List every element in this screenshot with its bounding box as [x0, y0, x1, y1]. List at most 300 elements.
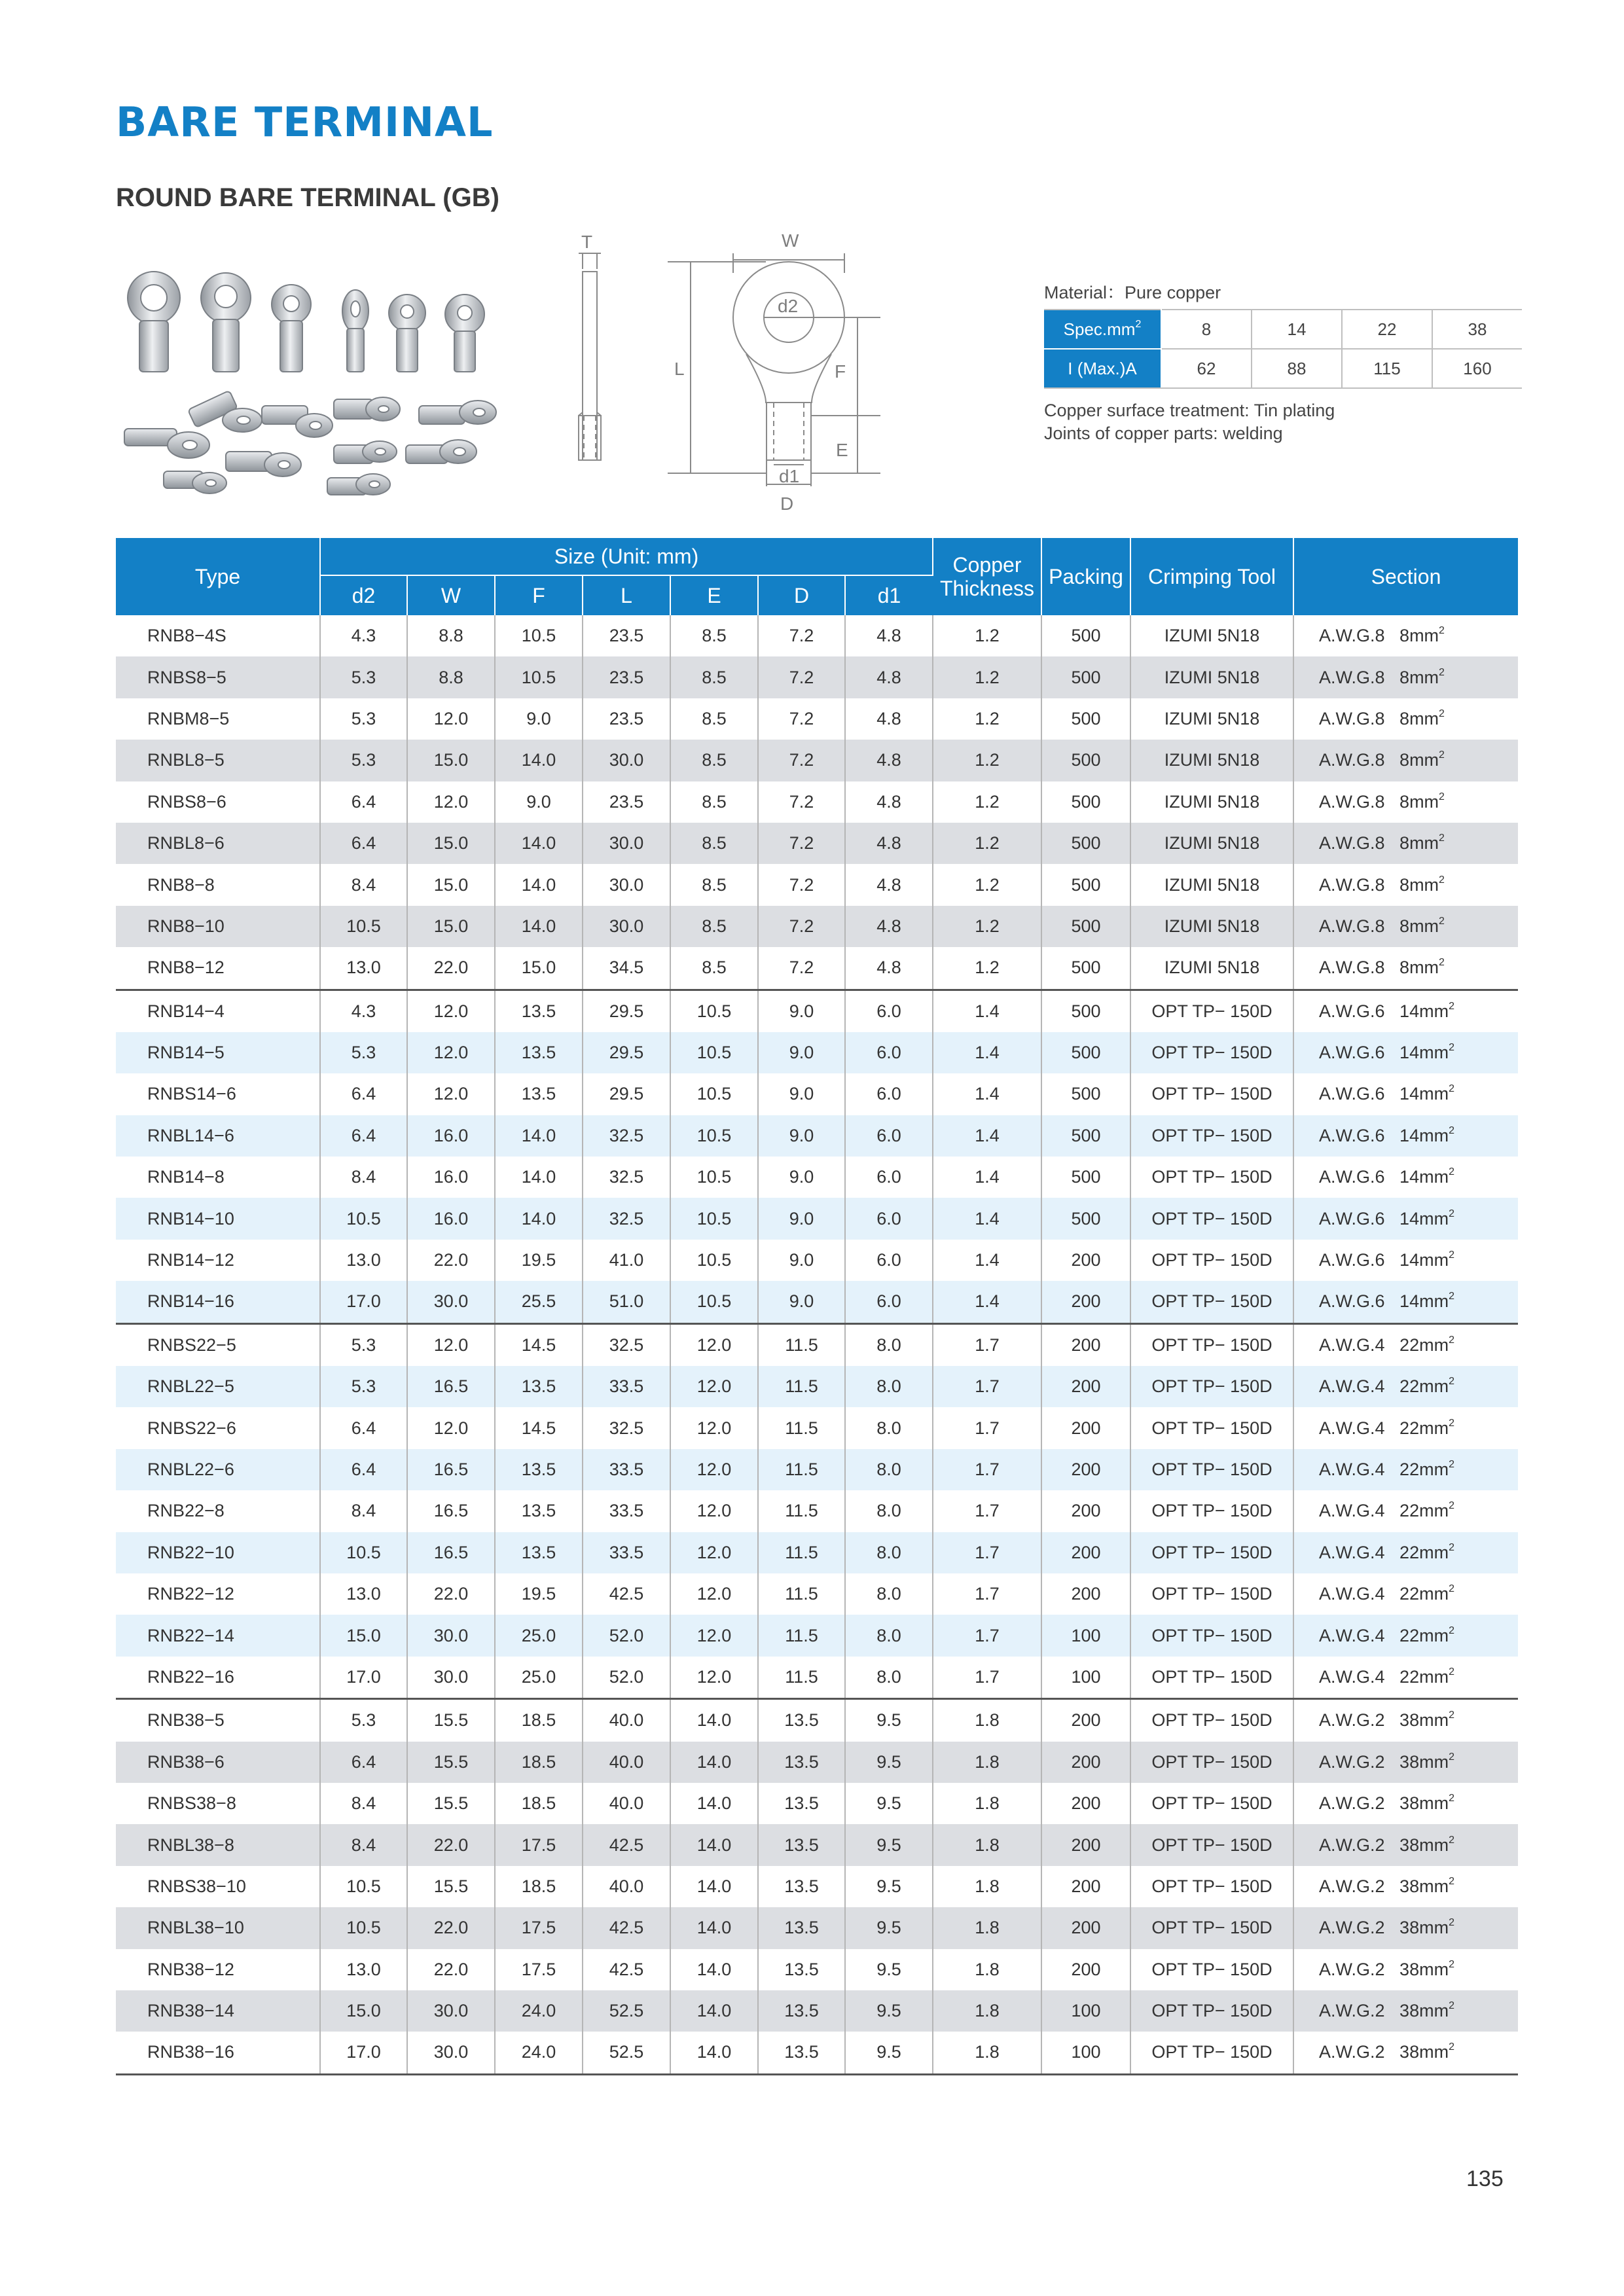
table-cell: 13.5	[758, 1824, 845, 1865]
table-cell: 5.3	[320, 1699, 407, 1742]
table-cell: 9.5	[845, 1949, 933, 1990]
cell-type: RNB38−5	[116, 1699, 320, 1742]
cell-section: A.W.G.8 $8mm^2$	[1293, 823, 1518, 864]
header-crimping-tool: Crimping Tool	[1130, 538, 1293, 615]
table-row	[116, 1866, 1518, 1907]
cell-type: RNB38−12	[116, 1949, 320, 1990]
table-row	[116, 990, 1518, 1032]
table-cell: 23.5	[583, 656, 670, 698]
cell-section: A.W.G.2 $38mm^2$	[1319, 1875, 1454, 1896]
table-cell: 30.0	[583, 906, 670, 947]
table-cell: 25.5	[495, 1281, 583, 1323]
table-cell: 16.5	[407, 1449, 495, 1490]
table-cell: 8.5	[670, 656, 758, 698]
table-cell: 18.5	[495, 1742, 583, 1783]
table-cell: OPT TP− 150D	[1130, 990, 1293, 1032]
table-cell: 42.5	[583, 1907, 670, 1948]
table-cell: 200	[1041, 1323, 1130, 1366]
table-cell: 8.0	[845, 1532, 933, 1573]
table-cell: 6.4	[320, 781, 407, 823]
table-cell: 200	[1041, 1490, 1130, 1532]
cell-type: RNBS38−10	[116, 1866, 320, 1907]
table-cell: 10.5	[495, 656, 583, 698]
table-cell: 9.0	[495, 698, 583, 740]
cell-type: RNB14−8	[116, 1157, 320, 1198]
table-cell: 9.0	[758, 990, 845, 1032]
table-cell: 9.5	[845, 1699, 933, 1742]
table-cell: 12.0	[407, 698, 495, 740]
table-cell: 1.4	[933, 1281, 1041, 1323]
header-size: Size (Unit: mm)	[320, 538, 933, 575]
table-cell: 11.5	[758, 1532, 845, 1573]
cell-type: RNBS8−5	[116, 656, 320, 698]
table-cell: 8.5	[670, 906, 758, 947]
cell-type: RNBM8−5	[116, 698, 320, 740]
table-cell: 15.5	[407, 1783, 495, 1824]
table-row	[116, 2032, 1518, 2074]
table-cell: OPT TP− 150D	[1130, 1157, 1293, 1198]
table-cell: 10.5	[320, 1198, 407, 1239]
table-cell: 200	[1041, 1281, 1130, 1323]
table-cell: 30.0	[583, 864, 670, 905]
table-cell: 14.0	[670, 1824, 758, 1865]
table-cell: 23.5	[583, 698, 670, 740]
table-cell: 8.4	[320, 1157, 407, 1198]
cell-type: RNBS22−5	[116, 1323, 320, 1366]
table-cell: 18.5	[495, 1866, 583, 1907]
table-cell: 500	[1041, 906, 1130, 947]
table-cell: 30.0	[583, 823, 670, 864]
cell-section: A.W.G.6 $14mm^2$	[1293, 990, 1518, 1032]
table-row	[116, 823, 1518, 864]
table-cell: 23.5	[583, 615, 670, 656]
label-e: E	[836, 440, 848, 460]
product-photo	[111, 255, 530, 511]
header-section: Section	[1293, 538, 1518, 615]
cell-section: A.W.G.8 $8mm^2$	[1293, 740, 1518, 781]
table-cell: 11.5	[758, 1490, 845, 1532]
table-cell: 6.0	[845, 1281, 933, 1323]
table-cell: 4.8	[845, 906, 933, 947]
surface-treatment-note: Copper surface treatment: Tin plating	[1044, 401, 1335, 420]
table-cell: OPT TP− 150D	[1130, 1866, 1293, 1907]
table-cell: 500	[1041, 947, 1130, 990]
cell-section: A.W.G.2 $38mm^2$	[1293, 1742, 1518, 1783]
table-row	[116, 947, 1518, 990]
table-cell: 24.0	[495, 2032, 583, 2074]
table-cell: OPT TP− 150D	[1130, 1366, 1293, 1407]
table-cell: 1.7	[933, 1657, 1041, 1699]
table-cell: 1.8	[933, 2032, 1041, 2074]
cell-type: RNB38−16	[116, 2032, 320, 2074]
table-cell: 6.0	[845, 1073, 933, 1115]
cell-section: A.W.G.8 $8mm^2$	[1319, 708, 1445, 728]
table-cell: 13.5	[495, 1532, 583, 1573]
material-text: Material：Pure copper	[1044, 283, 1221, 302]
table-cell: 1.7	[933, 1490, 1041, 1532]
header-f: F	[495, 575, 583, 615]
table-cell: OPT TP− 150D	[1130, 1449, 1293, 1490]
table-cell: 33.5	[583, 1532, 670, 1573]
table-cell: 34.5	[583, 947, 670, 990]
cell-type: RNBL8−6	[116, 823, 320, 864]
table-cell: 14.0	[495, 1198, 583, 1239]
table-cell: 12.0	[670, 1449, 758, 1490]
table-cell: 8.4	[320, 864, 407, 905]
table-cell: OPT TP− 150D	[1130, 1073, 1293, 1115]
table-cell: 500	[1041, 1157, 1130, 1198]
table-cell: 33.5	[583, 1366, 670, 1407]
table-cell: 12.0	[670, 1407, 758, 1448]
table-row	[116, 1281, 1518, 1323]
table-cell: 7.2	[758, 740, 845, 781]
table-cell: 22.0	[407, 1949, 495, 1990]
table-cell: 14.0	[670, 2032, 758, 2074]
table-cell: 11.5	[758, 1573, 845, 1615]
spec-value: 14	[1252, 310, 1342, 349]
cell-type: RNBS22−6	[116, 1407, 320, 1448]
table-cell: 9.5	[845, 1742, 933, 1783]
table-cell: 32.5	[583, 1198, 670, 1239]
table-cell: 200	[1041, 1573, 1130, 1615]
cell-type: RNB8−12	[116, 947, 320, 990]
table-cell: 1.7	[933, 1323, 1041, 1366]
table-cell: 4.8	[845, 781, 933, 823]
table-row	[116, 698, 1518, 740]
table-cell: 6.4	[320, 1407, 407, 1448]
cell-section: A.W.G.2 $38mm^2$	[1293, 1699, 1518, 1742]
table-row	[116, 1490, 1518, 1532]
table-row	[116, 1615, 1518, 1656]
table-cell: 22.0	[407, 1824, 495, 1865]
label-d1: d1	[779, 466, 800, 486]
cell-type: RNB38−6	[116, 1742, 320, 1783]
cell-type: RNB8−10	[116, 906, 320, 947]
spec-label: $Spec.mm^2$	[1044, 310, 1161, 349]
table-cell: 4.8	[845, 947, 933, 990]
table-cell: 6.0	[845, 990, 933, 1032]
table-row	[116, 1742, 1518, 1783]
cell-section: A.W.G.6 $14mm^2$	[1293, 1115, 1518, 1157]
table-cell: 14.0	[495, 1115, 583, 1157]
label-d2: d2	[778, 296, 799, 316]
table-row	[116, 740, 1518, 781]
table-cell: IZUMI 5N18	[1130, 740, 1293, 781]
table-cell: 12.0	[407, 781, 495, 823]
table-cell: 6.4	[320, 1073, 407, 1115]
table-cell: 1.2	[933, 864, 1041, 905]
cell-section: A.W.G.2 $38mm^2$	[1319, 1793, 1454, 1814]
table-cell: 500	[1041, 656, 1130, 698]
table-cell: 10.5	[320, 906, 407, 947]
table-cell: 40.0	[583, 1699, 670, 1742]
label-f: F	[835, 361, 846, 382]
table-cell: 500	[1041, 740, 1130, 781]
table-row	[116, 1783, 1518, 1824]
table-cell: OPT TP− 150D	[1130, 1657, 1293, 1699]
label-t: T	[581, 232, 593, 252]
table-cell: 7.2	[758, 781, 845, 823]
table-cell: 200	[1041, 1783, 1130, 1824]
cell-section: A.W.G.4 $22mm^2$	[1293, 1532, 1518, 1573]
table-cell: 11.5	[758, 1323, 845, 1366]
cell-section: A.W.G.8 $8mm^2$	[1293, 656, 1518, 698]
table-cell: 500	[1041, 1073, 1130, 1115]
table-cell: IZUMI 5N18	[1130, 781, 1293, 823]
table-cell: 7.2	[758, 615, 845, 656]
table-cell: 11.5	[758, 1407, 845, 1448]
table-cell: 500	[1041, 864, 1130, 905]
cell-section: A.W.G.6 $14mm^2$	[1319, 1249, 1454, 1270]
cell-section: A.W.G.6 $14mm^2$	[1319, 1083, 1454, 1104]
header-row-1	[116, 538, 1518, 575]
table-cell: 100	[1041, 1615, 1130, 1656]
table-row	[116, 906, 1518, 947]
table-row	[116, 1073, 1518, 1115]
table-cell: 8.5	[670, 823, 758, 864]
table-cell: 8.5	[670, 740, 758, 781]
table-cell: 200	[1041, 1866, 1130, 1907]
table-cell: 14.5	[495, 1323, 583, 1366]
table-cell: 52.5	[583, 1990, 670, 2032]
cell-section: A.W.G.2 $38mm^2$	[1319, 1958, 1454, 1979]
table-cell: 5.3	[320, 1366, 407, 1407]
table-cell: 9.5	[845, 1990, 933, 2032]
cell-section: A.W.G.4 $22mm^2$	[1319, 1500, 1454, 1521]
table-cell: 14.0	[670, 1949, 758, 1990]
table-cell: 15.0	[407, 823, 495, 864]
table-cell: 5.3	[320, 1032, 407, 1073]
table-cell: IZUMI 5N18	[1130, 823, 1293, 864]
table-cell: 12.0	[670, 1323, 758, 1366]
table-cell: 7.2	[758, 698, 845, 740]
table-cell: OPT TP− 150D	[1130, 1907, 1293, 1948]
table-cell: 30.0	[407, 1615, 495, 1656]
cell-section: A.W.G.4 $22mm^2$	[1293, 1615, 1518, 1656]
table-cell: OPT TP− 150D	[1130, 1240, 1293, 1281]
table-cell: 200	[1041, 1742, 1130, 1783]
table-cell: 13.5	[495, 1366, 583, 1407]
cell-section: A.W.G.6 $14mm^2$	[1293, 1032, 1518, 1073]
table-cell: 10.5	[670, 1157, 758, 1198]
table-cell: 40.0	[583, 1866, 670, 1907]
table-cell: 8.5	[670, 947, 758, 990]
table-cell: 10.5	[670, 1240, 758, 1281]
table-cell: 8.5	[670, 864, 758, 905]
table-cell: OPT TP− 150D	[1130, 1407, 1293, 1448]
table-cell: 32.5	[583, 1407, 670, 1448]
table-cell: 4.8	[845, 740, 933, 781]
table-cell: IZUMI 5N18	[1130, 615, 1293, 656]
table-cell: 1.8	[933, 1783, 1041, 1824]
cell-type: RNB22−14	[116, 1615, 320, 1656]
table-row	[116, 1198, 1518, 1239]
table-row	[116, 656, 1518, 698]
cell-type: RNBS8−6	[116, 781, 320, 823]
table-cell: 8.0	[845, 1573, 933, 1615]
table-cell: 8.4	[320, 1783, 407, 1824]
table-cell: 7.2	[758, 823, 845, 864]
table-cell: 10.5	[670, 1281, 758, 1323]
table-cell: 13.5	[495, 1490, 583, 1532]
table-cell: 4.8	[845, 698, 933, 740]
table-cell: 4.8	[845, 656, 933, 698]
table-cell: 10.5	[495, 615, 583, 656]
table-cell: 41.0	[583, 1240, 670, 1281]
table-cell: 9.0	[758, 1032, 845, 1073]
table-row	[116, 1323, 1518, 1366]
table-cell: 12.0	[407, 990, 495, 1032]
table-cell: 6.0	[845, 1198, 933, 1239]
table-cell: 500	[1041, 1032, 1130, 1073]
table-cell: 22.0	[407, 1907, 495, 1948]
table-cell: 200	[1041, 1699, 1130, 1742]
table-cell: 14.0	[670, 1783, 758, 1824]
table-cell: 14.0	[670, 1990, 758, 2032]
table-cell: OPT TP− 150D	[1130, 1032, 1293, 1073]
table-cell: IZUMI 5N18	[1130, 656, 1293, 698]
table-cell: 13.5	[758, 1949, 845, 1990]
header-w: W	[407, 575, 495, 615]
table-cell: 25.0	[495, 1657, 583, 1699]
header-packing: Packing	[1041, 538, 1130, 615]
table-cell: 1.8	[933, 1699, 1041, 1742]
table-cell: 17.5	[495, 1824, 583, 1865]
cell-section: A.W.G.6 $14mm^2$	[1319, 1166, 1454, 1187]
cell-section: A.W.G.8 $8mm^2$	[1319, 791, 1445, 812]
table-cell: IZUMI 5N18	[1130, 698, 1293, 740]
table-cell: 13.5	[758, 1699, 845, 1742]
table-cell: 1.7	[933, 1449, 1041, 1490]
cell-type: RNB14−4	[116, 990, 320, 1032]
table-row	[116, 1573, 1518, 1615]
table-cell: 4.8	[845, 823, 933, 864]
cell-section: A.W.G.8 $8mm^2$	[1293, 906, 1518, 947]
cell-type: RNB14−12	[116, 1240, 320, 1281]
cell-section: A.W.G.4 $22mm^2$	[1293, 1366, 1518, 1407]
table-cell: 500	[1041, 990, 1130, 1032]
table-cell: 13.5	[495, 990, 583, 1032]
table-cell: 15.0	[320, 1990, 407, 2032]
table-cell: 4.3	[320, 615, 407, 656]
table-cell: OPT TP− 150D	[1130, 1783, 1293, 1824]
table-cell: 4.3	[320, 990, 407, 1032]
table-cell: 22.0	[407, 1240, 495, 1281]
current-label: I (Max.)A	[1044, 349, 1161, 388]
table-cell: 200	[1041, 1532, 1130, 1573]
table-cell: 12.0	[670, 1657, 758, 1699]
table-cell: 5.3	[320, 698, 407, 740]
current-value: 62	[1161, 349, 1252, 388]
table-cell: 12.0	[670, 1532, 758, 1573]
table-cell: 13.5	[758, 1742, 845, 1783]
table-cell: 1.4	[933, 1032, 1041, 1073]
table-cell: 12.0	[670, 1615, 758, 1656]
table-cell: 4.8	[845, 615, 933, 656]
cell-type: RNB22−10	[116, 1532, 320, 1573]
table-row	[116, 1532, 1518, 1573]
cell-type: RNBL38−10	[116, 1907, 320, 1948]
table-cell: 1.2	[933, 947, 1041, 990]
table-cell: 15.0	[407, 864, 495, 905]
table-cell: 15.5	[407, 1866, 495, 1907]
table-row	[116, 1449, 1518, 1490]
table-cell: 1.8	[933, 1949, 1041, 1990]
table-cell: 16.0	[407, 1198, 495, 1239]
table-cell: OPT TP− 150D	[1130, 1490, 1293, 1532]
cell-section: A.W.G.4 $22mm^2$	[1319, 1583, 1454, 1604]
spec-value: 38	[1432, 310, 1522, 349]
table-cell: 200	[1041, 1407, 1130, 1448]
table-cell: 9.0	[758, 1157, 845, 1198]
table-cell: 1.2	[933, 615, 1041, 656]
table-cell: 1.8	[933, 1824, 1041, 1865]
table-cell: 9.5	[845, 2032, 933, 2074]
table-cell: OPT TP− 150D	[1130, 1281, 1293, 1323]
table-cell: 7.2	[758, 906, 845, 947]
table-cell: 11.5	[758, 1657, 845, 1699]
table-cell: 17.5	[495, 1949, 583, 1990]
table-cell: 8.0	[845, 1490, 933, 1532]
table-cell: 1.7	[933, 1366, 1041, 1407]
header-d1: d1	[845, 575, 933, 615]
cell-section: A.W.G.2 $38mm^2$	[1293, 2032, 1518, 2074]
table-cell: 9.5	[845, 1824, 933, 1865]
table-cell: 8.0	[845, 1407, 933, 1448]
table-row	[116, 1407, 1518, 1448]
table-cell: 200	[1041, 1449, 1130, 1490]
cell-section: A.W.G.8 $8mm^2$	[1319, 625, 1445, 646]
table-cell: 14.0	[495, 740, 583, 781]
table-cell: 10.5	[670, 990, 758, 1032]
header-d: D	[758, 575, 845, 615]
table-cell: 25.0	[495, 1615, 583, 1656]
joints-note: Joints of copper parts: welding	[1044, 423, 1283, 443]
spec-row	[1044, 310, 1522, 349]
table-cell: 52.0	[583, 1615, 670, 1656]
cell-section: A.W.G.4 $22mm^2$	[1319, 1417, 1454, 1438]
table-cell: 14.0	[495, 823, 583, 864]
table-cell: 1.4	[933, 1073, 1041, 1115]
table-cell: 42.5	[583, 1949, 670, 1990]
table-cell: 100	[1041, 1990, 1130, 2032]
cell-section: A.W.G.4 $22mm^2$	[1319, 1666, 1454, 1687]
table-cell: 22.0	[407, 947, 495, 990]
table-cell: IZUMI 5N18	[1130, 947, 1293, 990]
table-cell: 4.8	[845, 864, 933, 905]
table-cell: 15.0	[320, 1615, 407, 1656]
table-cell: 22.0	[407, 1573, 495, 1615]
table-cell: 10.5	[320, 1532, 407, 1573]
table-cell: 9.0	[758, 1073, 845, 1115]
table-cell: 29.5	[583, 1032, 670, 1073]
table-cell: 1.4	[933, 1157, 1041, 1198]
table-cell: OPT TP− 150D	[1130, 1532, 1293, 1573]
table-cell: 8.0	[845, 1323, 933, 1366]
current-value: 88	[1252, 349, 1342, 388]
table-cell: 6.4	[320, 1742, 407, 1783]
table-cell: 33.5	[583, 1449, 670, 1490]
dimension-drawing	[550, 226, 916, 527]
current-value: 115	[1342, 349, 1432, 388]
table-cell: 1.8	[933, 1866, 1041, 1907]
table-cell: 14.0	[670, 1866, 758, 1907]
table-cell: 40.0	[583, 1742, 670, 1783]
table-cell: 5.3	[320, 1323, 407, 1366]
table-cell: 9.0	[758, 1281, 845, 1323]
table-cell: 10.5	[670, 1198, 758, 1239]
table-cell: 6.0	[845, 1240, 933, 1281]
